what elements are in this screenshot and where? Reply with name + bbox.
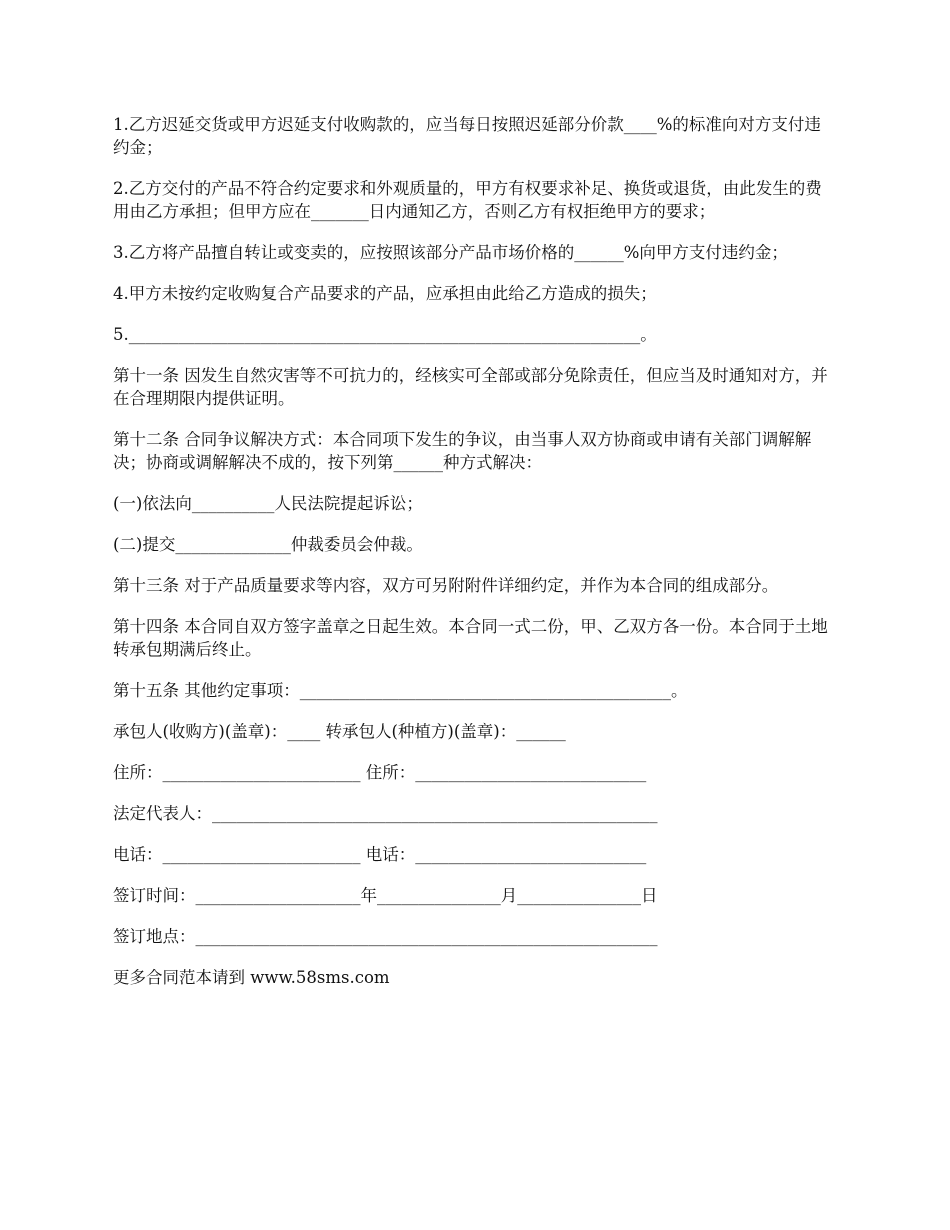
- dispute-option-litigation: (一)依法向__________人民法院提起诉讼；: [113, 494, 423, 513]
- clause-item-5-blank: 5.______________________________________________________________。: [113, 325, 657, 344]
- clause-quality-nonconformity: 2.乙方交付的产品不符合约定要求和外观质量的，甲方有权要求补足、换货或退货，由此发生的费用由乙方承担；但甲方应在_______日内通知乙方，否则乙方有权拒绝甲方的要求；: [113, 179, 822, 221]
- signature-parties-line: 承包人(收购方)(盖章)：____ 转承包人(种植方)(盖章)：______: [113, 722, 566, 741]
- clause-late-delivery-penalty: 1.乙方迟延交货或甲方迟延支付收购款的，应当每日按照迟延部分价款____%的标准向对方支付违约金；: [113, 115, 821, 157]
- signing-place-line: 签订地点：________________________________________________________: [113, 927, 658, 946]
- document-body: [113, 113, 833, 1007]
- dispute-option-arbitration: (二)提交______________仲裁委员会仲裁。: [113, 535, 423, 554]
- phone-line: 电话：________________________ 电话：____________________________: [113, 845, 647, 864]
- article-13-quality-attachment: 第十三条 对于产品质量要求等内容，双方可另附附件详细约定，并作为本合同的组成部分。: [113, 576, 779, 595]
- article-12-dispute-resolution: 第十二条 合同争议解决方式：本合同项下发生的争议，由当事人双方协商或申请有关部门调解解决；协商或调解解决不成的，按下列第______种方式解决：: [113, 430, 812, 472]
- footer-more-templates: 更多合同范本请到 www.58sms.com: [113, 968, 390, 987]
- address-line: 住所：________________________ 住所：____________________________: [113, 763, 647, 782]
- article-14-effectiveness: 第十四条 本合同自双方签字盖章之日起生效。本合同一式二份，甲、乙双方各一份。本合同于土地转承包期满后终止。: [113, 617, 828, 659]
- article-15-other-terms: 第十五条 其他约定事项：_____________________________________________。: [113, 681, 688, 700]
- clause-purchase-failure: 4.甲方未按约定收购复合产品要求的产品，应承担由此给乙方造成的损失；: [113, 284, 657, 303]
- clause-unauthorized-sale: 3.乙方将产品擅自转让或变卖的，应按照该部分产品市场价格的______%向甲方支付违约金；: [113, 243, 788, 262]
- article-11-force-majeure: 第十一条 因发生自然灾害等不可抗力的，经核实可全部或部分免除责任，但应当及时通知对方，并在合理期限内提供证明。: [113, 366, 828, 408]
- legal-representative-line: 法定代表人：______________________________________________________: [113, 804, 658, 823]
- signing-date-line: 签订时间：____________________年_______________月_______________日: [113, 886, 658, 905]
